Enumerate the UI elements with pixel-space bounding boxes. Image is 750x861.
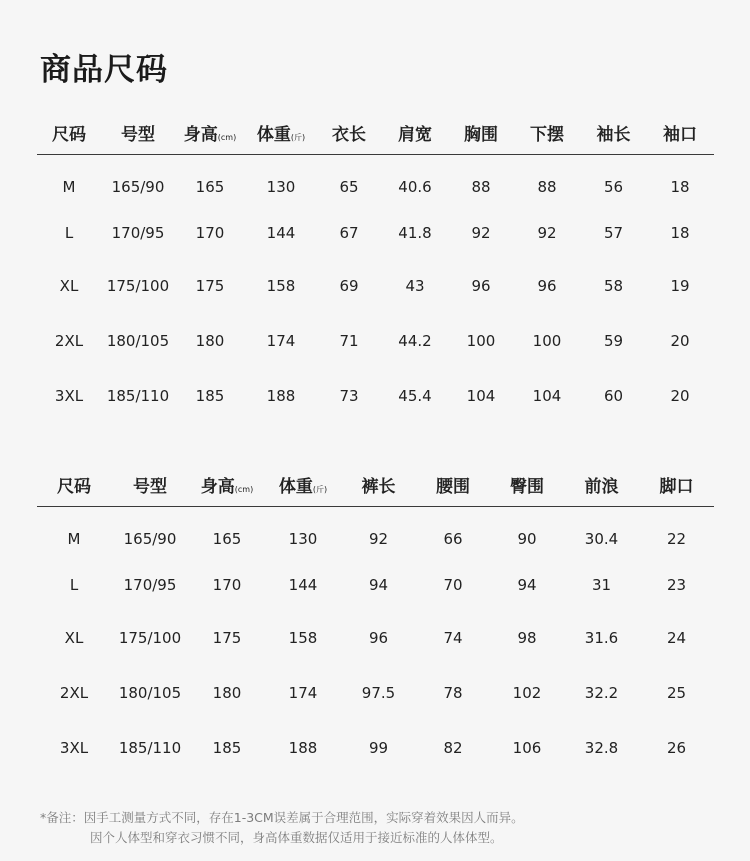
header-cell: 胸围: [449, 110, 513, 155]
table-cell: 31: [591, 576, 612, 594]
size-note: [40, 808, 524, 848]
table-cell: 185: [195, 387, 225, 405]
header-cell: 体重(斤): [265, 462, 341, 507]
table-row: [37, 155, 714, 209]
table-cell: 94: [368, 576, 389, 594]
table-cell: 23: [666, 576, 687, 594]
size-label-cell: M: [62, 177, 76, 196]
table-cell: 92: [537, 224, 557, 242]
header-cell: 尺码: [37, 462, 111, 507]
table-cell: 78: [443, 684, 463, 702]
table-cell: 88: [471, 177, 491, 196]
table-cell: 18: [670, 177, 690, 196]
header-cell: 肩宽: [381, 110, 449, 155]
table-cell: 165/90: [123, 529, 177, 548]
size-label-cell: XL: [64, 628, 84, 647]
table-cell: 73: [339, 387, 359, 405]
note-line-1: *备注：因手工测量方式不同，存在1-3CM误差属于合理范围，实际穿着效果因人而异。: [40, 810, 524, 825]
table-cell: 69: [339, 276, 359, 295]
table-cell: 43: [405, 276, 425, 295]
table-cell: 18: [670, 224, 690, 242]
table-cell: 180: [195, 332, 225, 350]
table-cell: 32.2: [584, 684, 619, 702]
table-row: [37, 561, 714, 610]
table-row: [37, 666, 714, 721]
table-cell: 99: [368, 739, 389, 757]
table-cell: 175/100: [118, 628, 182, 647]
table-cell: 158: [288, 628, 318, 647]
table-cell: 144: [266, 224, 296, 242]
table-cell: 165: [195, 177, 225, 196]
table-cell: 31.6: [584, 628, 619, 647]
table-cell: 96: [368, 628, 389, 647]
table-cell: 97.5: [361, 684, 396, 702]
header-cell: 身高(cm): [175, 110, 245, 155]
table-cell: 26: [666, 739, 687, 757]
size-label-cell: M: [67, 529, 81, 548]
table-cell: 65: [339, 177, 359, 196]
table-row: [37, 369, 714, 424]
table-cell: 20: [670, 387, 690, 405]
table-cell: 56: [603, 177, 624, 196]
table-cell: 74: [443, 628, 463, 647]
table-cell: 144: [288, 576, 318, 594]
table-cell: 170: [212, 576, 242, 594]
table-cell: 185: [212, 739, 242, 757]
table-cell: 170: [195, 224, 225, 242]
table-cell: 60: [603, 387, 624, 405]
table-cell: 102: [512, 684, 542, 702]
size-label-cell: 3XL: [59, 739, 89, 757]
header-cell: 体重(斤): [245, 110, 317, 155]
header-row: [37, 462, 714, 507]
table-cell: 96: [471, 276, 491, 295]
top-size-table: [37, 110, 714, 424]
size-label-cell: 2XL: [59, 684, 89, 702]
table-cell: 175: [195, 276, 225, 295]
table-cell: 88: [537, 177, 557, 196]
header-cell: 号型: [101, 110, 175, 155]
table-cell: 98: [517, 628, 537, 647]
table-cell: 175: [212, 628, 242, 647]
table-cell: 70: [443, 576, 463, 594]
table-cell: 24: [666, 628, 687, 647]
table-cell: 188: [288, 739, 318, 757]
page-title: 商品尺码: [40, 52, 168, 88]
size-label-cell: L: [69, 576, 79, 594]
table-cell: 158: [266, 276, 296, 295]
header-cell: 腰围: [416, 462, 490, 507]
table-cell: 174: [266, 332, 296, 350]
size-label-cell: 2XL: [54, 332, 84, 350]
table-cell: 104: [532, 387, 562, 405]
table-row: [37, 610, 714, 666]
table-cell: 170/95: [123, 576, 177, 594]
table-cell: 41.8: [398, 224, 432, 242]
header-cell: 下摆: [513, 110, 581, 155]
header-cell: 尺码: [37, 110, 101, 155]
table-cell: 19: [670, 276, 690, 295]
bottom-size-table: [37, 462, 714, 776]
header-cell: 号型: [111, 462, 189, 507]
table-cell: 32.8: [584, 739, 619, 757]
table-cell: 165/90: [111, 177, 165, 196]
header-cell: 衣长: [317, 110, 381, 155]
size-label-cell: L: [64, 224, 74, 242]
header-cell: 脚口: [639, 462, 714, 507]
table-cell: 106: [512, 739, 542, 757]
header-cell: 裤长: [341, 462, 416, 507]
table-cell: 44.2: [398, 332, 432, 350]
table-cell: 100: [532, 332, 562, 350]
table-cell: 175/100: [106, 276, 170, 295]
table-cell: 45.4: [398, 387, 432, 405]
table-cell: 40.6: [398, 177, 432, 196]
table-cell: 96: [537, 276, 557, 295]
table-cell: 104: [466, 387, 496, 405]
table-row: [37, 721, 714, 776]
table-cell: 82: [443, 739, 463, 757]
table-cell: 180/105: [118, 684, 182, 702]
table-cell: 100: [466, 332, 496, 350]
table-row: [37, 258, 714, 314]
table-cell: 92: [368, 529, 389, 548]
table-cell: 165: [212, 529, 242, 548]
header-cell: 袖口: [646, 110, 714, 155]
table-cell: 66: [443, 529, 463, 548]
size-label-cell: 3XL: [54, 387, 84, 405]
table-cell: 30.4: [584, 529, 619, 548]
header-cell: 臀围: [490, 462, 564, 507]
table-cell: 185/110: [118, 739, 182, 757]
table-cell: 180: [212, 684, 242, 702]
header-cell: 袖长: [581, 110, 646, 155]
table-cell: 170/95: [111, 224, 165, 242]
header-cell: 身高(cm): [189, 462, 265, 507]
table-cell: 130: [266, 177, 296, 196]
note-line-2: 因个人体型和穿衣习惯不同，身高体重数据仅适用于接近标准的人体体型。: [90, 830, 503, 845]
size-label-cell: XL: [59, 276, 79, 295]
table-row: [37, 314, 714, 369]
table-cell: 94: [517, 576, 537, 594]
table-row: [37, 507, 714, 561]
table-cell: 58: [603, 276, 624, 295]
header-row: [37, 110, 714, 155]
table-row: [37, 209, 714, 258]
table-cell: 185/110: [106, 387, 170, 405]
table-cell: 92: [471, 224, 491, 242]
header-cell: 前浪: [564, 462, 639, 507]
table-cell: 22: [666, 529, 687, 548]
table-cell: 57: [603, 224, 624, 242]
table-cell: 180/105: [106, 332, 170, 350]
table-cell: 20: [670, 332, 690, 350]
table-cell: 90: [517, 529, 537, 548]
table-cell: 25: [666, 684, 687, 702]
table-cell: 67: [339, 224, 359, 242]
table-cell: 71: [339, 332, 359, 350]
table-cell: 174: [288, 684, 318, 702]
table-cell: 188: [266, 387, 296, 405]
table-cell: 130: [288, 529, 318, 548]
table-cell: 59: [603, 332, 624, 350]
